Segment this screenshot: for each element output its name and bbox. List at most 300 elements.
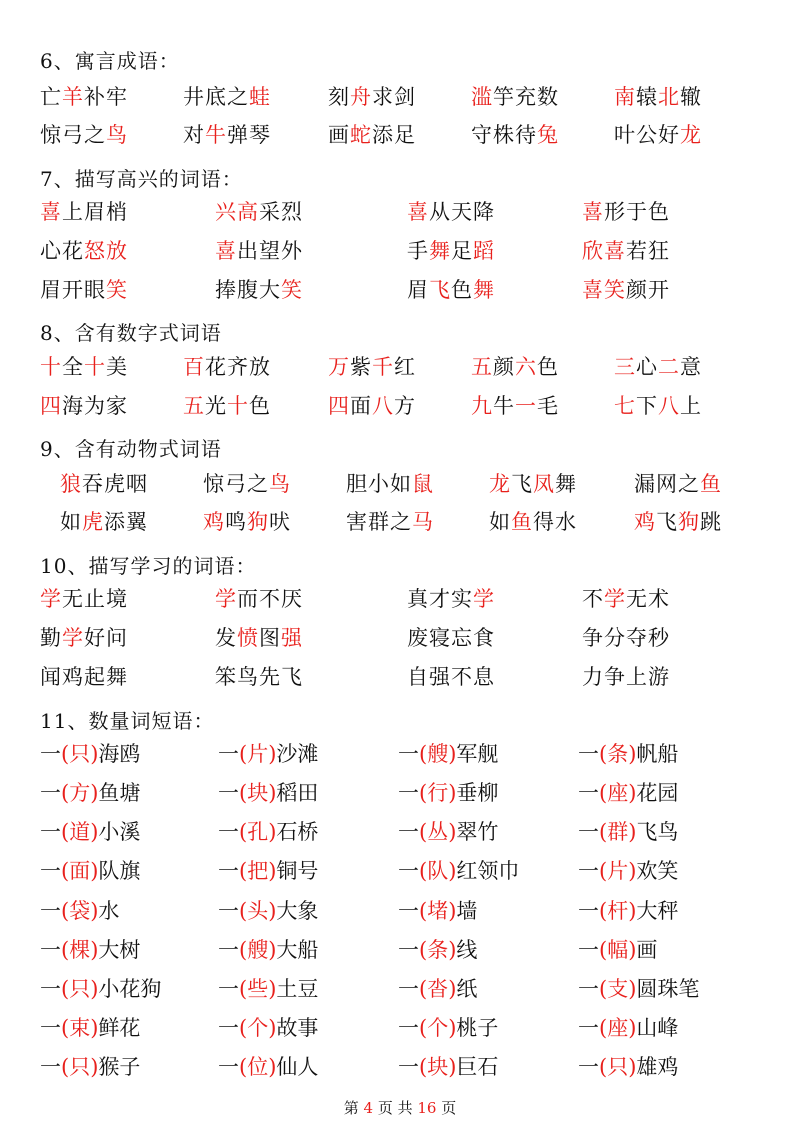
idiom-item [203,470,291,498]
noun: 小溪 [98,820,141,844]
noun: 小花狗 [98,977,162,1001]
idiom-text: 好问 [84,626,128,650]
idiom-text: 辕 [636,85,658,109]
idiom-text: 亡 [40,85,62,109]
quantity-phrase [40,779,140,807]
idiom-item [328,121,416,149]
idiom-text: 紫 [350,355,372,379]
highlighted-char: 兔 [537,123,559,147]
numeral: 一 [218,899,239,923]
noun: 故事 [276,1016,319,1040]
numeral: 一 [398,859,419,883]
idiom-item [582,585,670,613]
highlighted-char: 虎 [82,510,104,534]
idiom-text: 色 [451,278,473,302]
idiom-item [582,198,670,226]
quantity-phrase [218,975,318,1003]
numeral: 一 [578,742,599,766]
idiom-item [489,508,577,536]
idiom-text: 眉 [407,278,429,302]
highlighted-char: 凤 [533,472,555,496]
section-heading: 10、描写学习的词语： [40,554,257,578]
idiom-item [328,83,416,111]
quantity-phrase [578,779,678,807]
measure-word: (杆) [599,899,637,923]
idiom-item [40,276,128,304]
quantity-phrase [578,740,678,768]
idiom-item [183,83,271,111]
numeral: 一 [40,899,61,923]
measure-word: (沓) [419,977,457,1001]
idiom-text: 飞 [656,510,678,534]
highlighted-char: 舞 [473,278,495,302]
idiom-item [215,276,303,304]
measure-word: (艘) [419,742,457,766]
highlighted-char: 怒放 [84,239,128,263]
quantity-phrase [578,897,678,925]
noun: 鱼塘 [98,781,141,805]
numeral: 一 [218,742,239,766]
idiom-text: 颜 [493,355,515,379]
idiom-item [40,83,128,111]
idiom-text: 心花 [40,239,84,263]
numeral: 一 [218,1055,239,1079]
idiom-text: 无术 [626,587,670,611]
idiom-text: 惊弓之 [203,472,269,496]
measure-word: (条) [599,742,637,766]
quantity-phrase [40,857,140,885]
measure-word: (束) [61,1016,99,1040]
idiom-item [614,121,702,149]
quantity-phrase [398,857,519,885]
idiom-text: 不 [582,587,604,611]
idiom-text: 鸣 [225,510,247,534]
highlighted-char: 学 [604,587,626,611]
idiom-text: 采烈 [259,200,303,224]
noun: 桃子 [456,1016,499,1040]
quantity-phrase [218,857,318,885]
noun: 墙 [456,899,478,923]
noun: 猴子 [98,1055,141,1079]
highlighted-char: 四 [40,394,62,418]
measure-word: (个) [419,1016,457,1040]
idiom-text: 无止境 [62,587,128,611]
idiom-item [471,392,559,420]
idiom-item [582,276,670,304]
quantity-phrase [398,818,498,846]
highlighted-char: 狗 [247,510,269,534]
highlighted-char: 五 [471,355,493,379]
idiom-text: 胆小如 [346,472,412,496]
footer-total-pages: 16 [417,1099,437,1117]
quantity-phrase [578,818,678,846]
idiom-text: 舞 [555,472,577,496]
quantity-phrase [40,936,140,964]
noun: 石桥 [276,820,319,844]
highlighted-char: 愤 [237,626,259,650]
idiom-text: 弹琴 [227,123,271,147]
highlighted-char: 舟 [350,85,372,109]
idiom-text: 出望外 [237,239,303,263]
idiom-item [40,353,128,381]
measure-word: (艘) [239,938,277,962]
idiom-item [346,508,434,536]
idiom-item [40,237,128,265]
idiom-text: 形于色 [604,200,670,224]
measure-word: (些) [239,977,277,1001]
idiom-text: 刻 [328,85,350,109]
numeral: 一 [40,977,61,1001]
highlighted-char: 四 [328,394,350,418]
idiom-text: 竽充数 [493,85,559,109]
idiom-text: 添翼 [104,510,148,534]
noun: 翠竹 [456,820,499,844]
idiom-item [328,353,416,381]
idiom-text: 上眉梢 [62,200,128,224]
numeral: 一 [40,1016,61,1040]
idiom-text: 废寝忘食 [407,626,495,650]
measure-word: (座) [599,1016,637,1040]
quantity-phrase [40,740,140,768]
idiom-item [60,470,148,498]
idiom-text: 如 [489,510,511,534]
idiom-item [582,624,670,652]
idiom-text: 吞虎咽 [82,472,148,496]
quantity-phrase [578,975,699,1003]
highlighted-char: 百 [183,355,205,379]
idiom-text: 得水 [533,510,577,534]
idiom-text: 补牢 [84,85,128,109]
quantity-phrase [398,740,498,768]
idiom-text: 全 [62,355,84,379]
idiom-item [40,198,128,226]
highlighted-char: 二 [658,355,680,379]
noun: 花园 [636,781,679,805]
highlighted-char: 喜 [582,200,604,224]
highlighted-char: 鸟 [269,472,291,496]
idiom-text: 面 [350,394,372,418]
highlighted-char: 蛇 [350,123,372,147]
idiom-item [60,508,148,536]
highlighted-char: 五 [183,394,205,418]
measure-word: (孔) [239,820,277,844]
idiom-item [183,392,271,420]
idiom-text: 如 [60,510,82,534]
highlighted-char: 牛 [205,123,227,147]
idiom-text: 漏网之 [634,472,700,496]
idiom-item [471,121,559,149]
highlighted-char: 千 [372,355,394,379]
idiom-item [183,121,271,149]
highlighted-char: 鸡 [203,510,225,534]
noun: 线 [456,938,478,962]
numeral: 一 [398,781,419,805]
idiom-text: 飞 [511,472,533,496]
noun: 铜号 [276,859,319,883]
numeral: 一 [40,859,61,883]
idiom-text: 心 [636,355,658,379]
idiom-text: 从天降 [429,200,495,224]
noun: 红领巾 [456,859,520,883]
quantity-phrase [398,936,477,964]
idiom-item [407,585,495,613]
idiom-text: 自强不息 [407,665,495,689]
footer-prefix: 第 [343,1099,364,1117]
numeral: 一 [398,938,419,962]
highlighted-char: 南 [614,85,636,109]
measure-word: (只) [61,1055,99,1079]
idiom-item [328,392,416,420]
measure-word: (块) [239,781,277,805]
numeral: 一 [40,742,61,766]
idiom-text: 牛 [493,394,515,418]
idiom-text: 求剑 [372,85,416,109]
highlighted-char: 喜 [215,239,237,263]
noun: 鲜花 [98,1016,141,1040]
highlighted-char: 鼠 [412,472,434,496]
measure-word: (把) [239,859,277,883]
idiom-text: 井底之 [183,85,249,109]
numeral: 一 [578,977,599,1001]
noun: 纸 [456,977,478,1001]
idiom-text: 花齐放 [205,355,271,379]
highlighted-char: 羊 [62,85,84,109]
numeral: 一 [398,820,419,844]
numeral: 一 [218,938,239,962]
idiom-text: 勤 [40,626,62,650]
highlighted-char: 飞 [429,278,451,302]
idiom-item [407,663,495,691]
idiom-text: 画 [328,123,350,147]
highlighted-char: 狼 [60,472,82,496]
highlighted-char: 十 [84,355,106,379]
numeral: 一 [218,977,239,1001]
numeral: 一 [40,820,61,844]
idiom-item [40,585,128,613]
numeral: 一 [40,938,61,962]
highlighted-char: 三 [614,355,636,379]
section-heading: 6、寓言成语： [40,49,180,73]
quantity-phrase [40,1014,140,1042]
footer-page-number: 4 [363,1099,374,1117]
highlighted-char: 学 [215,587,237,611]
highlighted-char: 十 [227,394,249,418]
idiom-text: 红 [394,355,416,379]
quantity-phrase [578,936,657,964]
numeral: 一 [578,1055,599,1079]
numeral: 一 [40,1055,61,1079]
highlighted-char: 喜 [40,200,62,224]
quantity-phrase [578,1014,678,1042]
measure-word: (支) [599,977,637,1001]
noun: 垂柳 [456,781,499,805]
idiom-text: 捧腹大 [215,278,281,302]
measure-word: (道) [61,820,99,844]
idiom-item [215,585,303,613]
noun: 水 [98,899,120,923]
numeral: 一 [218,1016,239,1040]
highlighted-char: 八 [372,394,394,418]
idiom-text: 添足 [372,123,416,147]
highlighted-char: 鱼 [700,472,722,496]
highlighted-char: 狗 [678,510,700,534]
measure-word: (只) [61,977,99,1001]
page-footer [0,1098,800,1118]
noun: 帆船 [636,742,679,766]
idiom-text: 笨鸟先飞 [215,665,303,689]
idiom-item [40,121,128,149]
idiom-item [489,470,577,498]
numeral: 一 [578,899,599,923]
highlighted-char: 十 [40,355,62,379]
idiom-item [203,508,291,536]
measure-word: (队) [419,859,457,883]
measure-word: (片) [239,742,277,766]
idiom-item [215,237,303,265]
quantity-phrase [40,897,119,925]
noun: 大秤 [636,899,679,923]
noun: 雄鸡 [636,1055,679,1079]
highlighted-char: 鸟 [106,123,128,147]
idiom-text: 毛 [537,394,559,418]
idiom-text: 上 [680,394,702,418]
highlighted-char: 笑 [106,278,128,302]
numeral: 一 [398,1016,419,1040]
idiom-item [407,237,495,265]
idiom-item [614,392,702,420]
numeral: 一 [578,820,599,844]
idiom-text: 害群之 [346,510,412,534]
idiom-item [407,276,495,304]
numeral: 一 [398,899,419,923]
idiom-text: 光 [205,394,227,418]
idiom-item [40,624,128,652]
idiom-text: 真才实 [407,587,473,611]
quantity-phrase [578,857,678,885]
noun: 军舰 [456,742,499,766]
highlighted-char: 八 [658,394,680,418]
idiom-item [582,663,670,691]
numeral: 一 [40,781,61,805]
noun: 仙人 [276,1055,319,1079]
measure-word: (头) [239,899,277,923]
numeral: 一 [218,781,239,805]
idiom-text: 闻鸡起舞 [40,665,128,689]
highlighted-char: 舞 [429,239,451,263]
quantity-phrase [398,779,498,807]
highlighted-char: 龙 [489,472,511,496]
idiom-item [215,624,303,652]
measure-word: (片) [599,859,637,883]
numeral: 一 [398,742,419,766]
measure-word: (位) [239,1055,277,1079]
idiom-text: 下 [636,394,658,418]
noun: 队旗 [98,859,141,883]
highlighted-char: 蹈 [473,239,495,263]
quantity-phrase [218,897,318,925]
idiom-text: 图 [259,626,281,650]
numeral: 一 [578,859,599,883]
quantity-phrase [40,818,140,846]
noun: 海鸥 [98,742,141,766]
quantity-phrase [398,1014,498,1042]
highlighted-char: 强 [281,626,303,650]
measure-word: (座) [599,781,637,805]
idiom-item [40,392,128,420]
idiom-item [614,83,702,111]
idiom-text: 发 [215,626,237,650]
idiom-text: 守株待 [471,123,537,147]
highlighted-char: 鱼 [511,510,533,534]
numeral: 一 [218,859,239,883]
highlighted-char: 学 [62,626,84,650]
idiom-text: 色 [249,394,271,418]
highlighted-char: 学 [473,587,495,611]
measure-word: (堵) [419,899,457,923]
highlighted-char: 喜 [407,200,429,224]
idiom-text: 对 [183,123,205,147]
idiom-text: 叶公好 [614,123,680,147]
idiom-text: 眉开眼 [40,278,106,302]
numeral: 一 [398,977,419,1001]
noun: 稻田 [276,781,319,805]
idiom-item [471,83,559,111]
quantity-phrase [398,975,477,1003]
highlighted-char: 滥 [471,85,493,109]
idiom-text: 美 [106,355,128,379]
quantity-phrase [218,818,318,846]
measure-word: (只) [599,1055,637,1079]
idiom-item [614,353,702,381]
measure-word: (条) [419,938,457,962]
measure-word: (方) [61,781,99,805]
idiom-item [215,663,303,691]
footer-suffix: 页 [436,1099,457,1117]
quantity-phrase [218,740,318,768]
highlighted-char: 蛙 [249,85,271,109]
idiom-text: 若狂 [626,239,670,263]
noun: 土豆 [276,977,319,1001]
numeral: 一 [218,820,239,844]
noun: 山峰 [636,1016,679,1040]
noun: 画 [636,938,658,962]
quantity-phrase [398,897,477,925]
measure-word: (棵) [61,938,99,962]
highlighted-char: 笑 [281,278,303,302]
idiom-text: 惊弓之 [40,123,106,147]
highlighted-char: 兴高 [215,200,259,224]
section-heading: 8、含有数字式词语 [40,321,222,345]
idiom-item [634,470,722,498]
quantity-phrase [398,1053,498,1081]
idiom-text: 手 [407,239,429,263]
noun: 巨石 [456,1055,499,1079]
footer-middle: 页 共 [373,1099,418,1117]
idiom-text: 跳 [700,510,722,534]
quantity-phrase [218,1053,318,1081]
measure-word: (块) [419,1055,457,1079]
section-heading: 11、数量词短语： [40,709,215,733]
noun: 欢笑 [636,859,679,883]
numeral: 一 [578,1016,599,1040]
quantity-phrase [40,1053,140,1081]
idiom-text: 海为家 [62,394,128,418]
noun: 沙滩 [276,742,319,766]
quantity-phrase [218,1014,318,1042]
highlighted-char: 七 [614,394,636,418]
idiom-item [634,508,722,536]
idiom-text: 颜开 [626,278,670,302]
